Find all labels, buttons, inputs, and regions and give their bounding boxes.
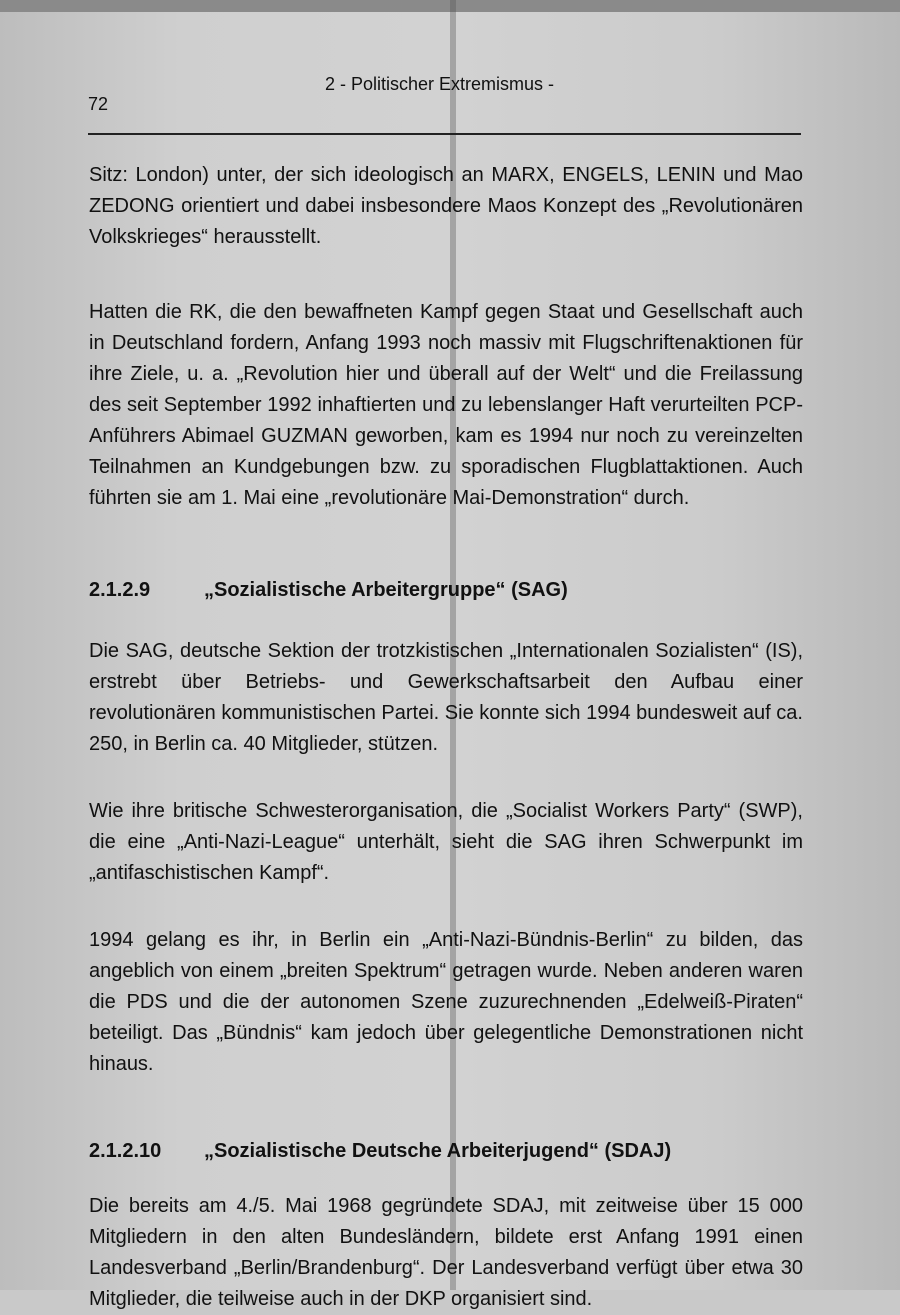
- section-number: 2.1.2.10: [89, 1140, 162, 1162]
- paragraph: Wie ihre britische Schwesterorganisation, die „Socialist Workers Party“ (SWP), die eine „Anti-Nazi-League“ unterhält, sieht die SAG ihren Schwerpunkt im „antifaschistischen Kampf“.: [89, 800, 803, 884]
- paragraph: Sitz: London) unter, der sich ideologisch an MARX, ENGELS, LENIN und Mao ZEDONG orientiert und dabei insbesondere Maos Konzept des „Revolutionären Volkskrieges“ herausstellt.: [89, 164, 803, 248]
- page-number: 72: [88, 94, 109, 114]
- paragraph: Die SAG, deutsche Sektion der trotzkistischen „Internationalen Sozialisten“ (IS), erstrebt über Betriebs- und Gewerkschaftsarbeit den Aufbau einer revolutionären kommunistischen Partei. Sie konnte sich 1994 bundesweit auf ca. 250, in Berlin ca. 40 Mitglieder, stützen.: [89, 640, 803, 755]
- section-title: „Sozialistische Arbeitergruppe“ (SAG): [204, 579, 568, 601]
- paragraph: Die bereits am 4./5. Mai 1968 gegründete SDAJ, mit zeitweise über 15 000 Mitgliedern in den alten Bundesländern, bildete erst Anfang 1991 einen Landesverband „Berlin/Brandenburg“. Der Landesverband verfügt über etwa 30 Mitglieder, die teilweise auch in der DKP organisiert sind.: [89, 1195, 803, 1310]
- paragraph: Hatten die RK, die den bewaffneten Kampf gegen Staat und Gesellschaft auch in Deutschland fordern, Anfang 1993 noch massiv mit Flugschriftenaktionen für ihre Ziele, u. a. „Revolution hier und überall auf der Welt“ und die Freilassung des seit September 1992 inhaftierten und zu lebenslanger Haft verurteilten PCP-Anführers Abimael GUZMAN geworben, kam es 1994 nur noch zu vereinzelten Teilnahmen an Kundgebungen bzw. zu sporadischen Flugblattaktionen. Auch führten sie am 1. Mai eine „revolutionäre Mai-Demonstration“ durch.: [89, 301, 803, 509]
- section-number: 2.1.2.9: [89, 579, 151, 601]
- paragraph: 1994 gelang es ihr, in Berlin ein „Anti-Nazi-Bündnis-Berlin“ zu bilden, das angeblich von einem „breiten Spektrum“ getragen wurde. Neben anderen waren die PDS und die der autonomen Szene zuzurechnenden „Edelweiß-Piraten“ beteiligt. Das „Bündnis“ kam jedoch über gelegentliche Demonstrationen nicht hinaus.: [89, 929, 803, 1075]
- header-rule: [88, 133, 801, 135]
- body-text: [89, 160, 803, 1315]
- running-title: 2 - Politischer Extremismus -: [325, 74, 555, 94]
- section-title: „Sozialistische Deutsche Arbeiterjugend“ (SDAJ): [204, 1140, 672, 1162]
- section-heading: [89, 575, 803, 606]
- section-heading: [89, 1136, 803, 1167]
- page-header: [0, 70, 900, 120]
